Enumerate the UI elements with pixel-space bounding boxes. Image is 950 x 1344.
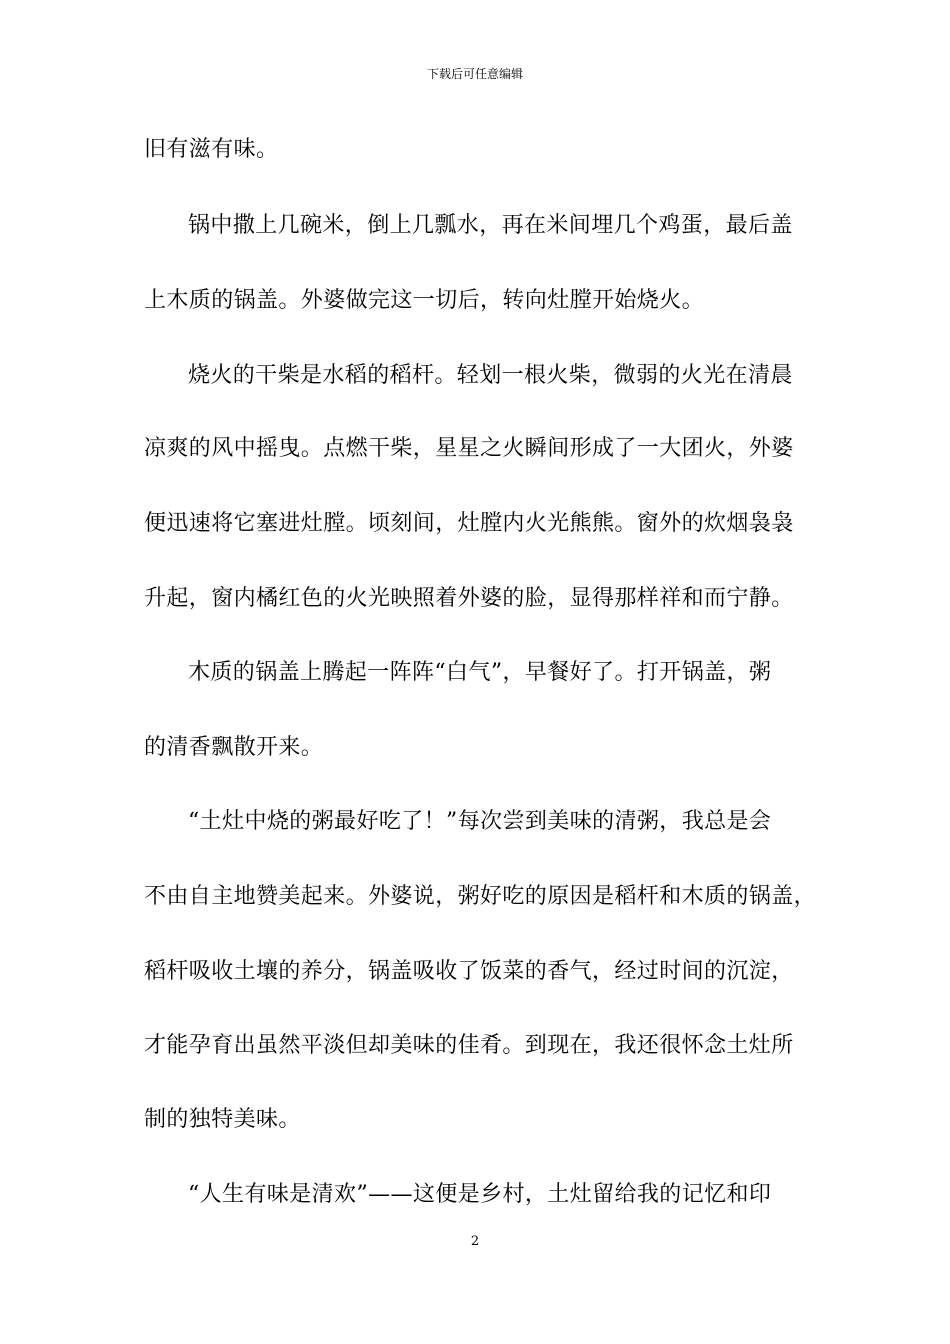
text-line: 才能孕育出虽然平淡但却美味的佳肴。到现在，我还很怀念土灶所 xyxy=(144,1033,794,1058)
text-line: 便迅速将它塞进灶膛。顷刻间，灶膛内火光熊熊。窗外的炊烟袅袅 xyxy=(144,511,794,536)
page-header: 下载后可任意编辑 xyxy=(426,67,523,81)
text-line: 的清香飘散开来。 xyxy=(144,735,324,760)
text-line: 锅中撒上几碗米，倒上几瓢水，再在米间埋几个鸡蛋，最后盖 xyxy=(188,213,793,238)
page-number: 2 xyxy=(470,1234,480,1249)
text-line: 升起，窗内橘红色的火光映照着外婆的脸，显得那样祥和而宁静。 xyxy=(144,586,794,611)
text-line: “人生有味是清欢”——这便是乡村，土灶留给我的记忆和印 xyxy=(188,1182,772,1207)
text-line: 稻杆吸收土壤的养分，锅盖吸收了饭菜的香气，经过时间的沉淀， xyxy=(144,959,794,984)
text-line: 不由自主地赞美起来。外婆说，粥好吃的原因是稻杆和木质的锅盖， xyxy=(144,884,817,909)
text-line: 木质的锅盖上腾起一阵阵“白气”，早餐好了。打开锅盖，粥 xyxy=(188,660,772,685)
text-line: 凉爽的风中摇曳。点燃干柴，星星之火瞬间形成了一大团火，外婆 xyxy=(144,436,794,461)
text-line: 烧火的干柴是水稻的稻杆。轻划一根火柴，微弱的火光在清晨 xyxy=(188,363,793,388)
text-line: 旧有滋有味。 xyxy=(144,137,279,162)
text-line: “土灶中烧的粥最好吃了！”每次尝到美味的清粥，我总是会 xyxy=(188,809,772,834)
text-line: 上木质的锅盖。外婆做完这一切后，转向灶膛开始烧火。 xyxy=(144,288,705,313)
text-line: 制的独特美味。 xyxy=(144,1107,301,1132)
